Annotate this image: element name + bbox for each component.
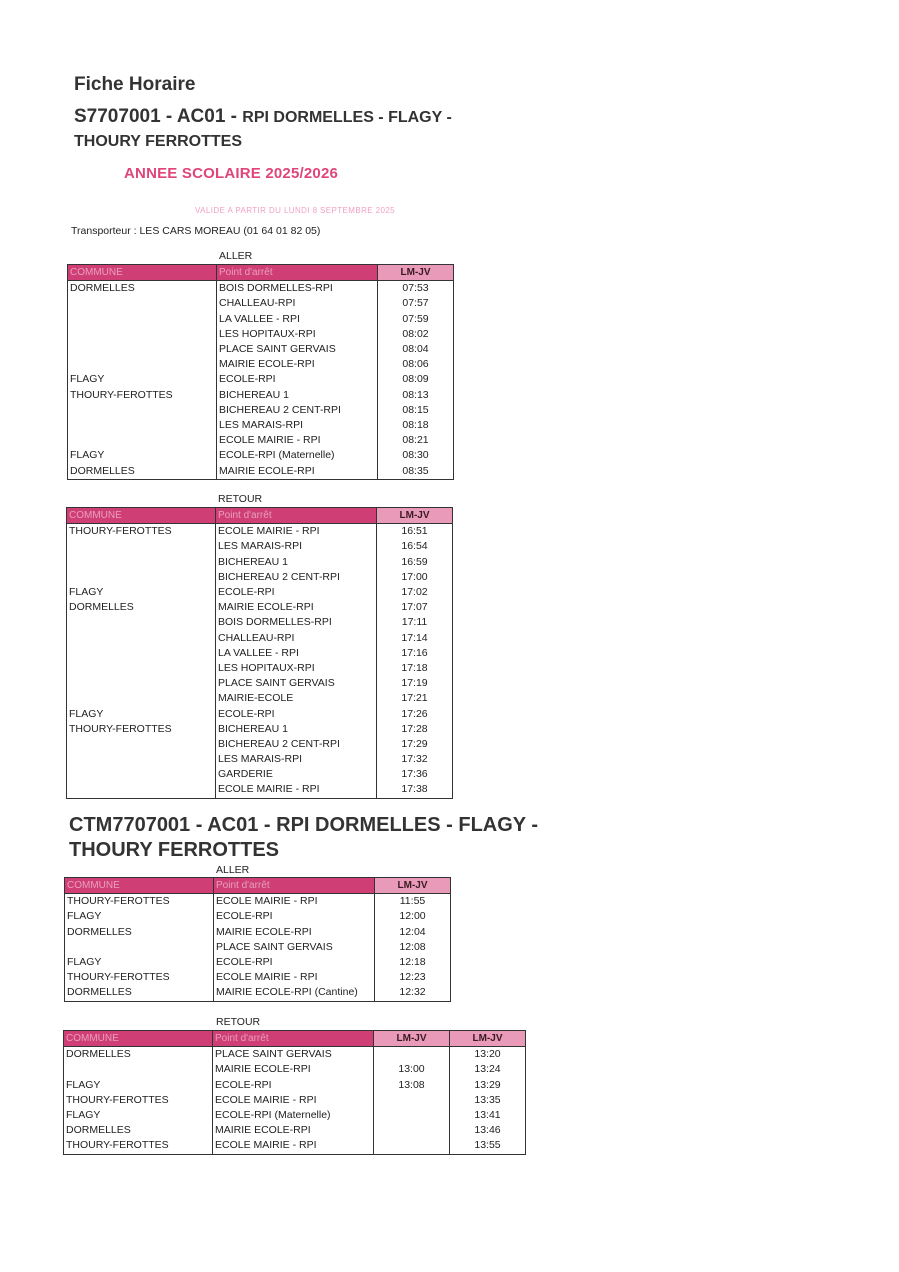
time-cell — [374, 1123, 450, 1138]
table-header-row — [67, 508, 453, 524]
table-row — [64, 1123, 526, 1138]
column-header-stop: Point d'arrêt — [213, 1031, 374, 1047]
time-cell: 16:54 — [377, 539, 453, 554]
time-cell: 13:55 — [474, 1139, 501, 1152]
time-cell: 17:19 — [377, 676, 453, 691]
commune-cell: FLAGY — [67, 585, 216, 600]
time-cell: 12:23 — [375, 970, 451, 985]
table-row — [68, 357, 454, 372]
stop-cell: PLACE SAINT GERVAIS — [217, 342, 378, 357]
table-row — [68, 463, 454, 479]
stop-cell: MAIRIE ECOLE-RPI — [214, 925, 375, 940]
table-row — [64, 1062, 526, 1077]
commune-cell: DORMELLES — [64, 1123, 213, 1138]
table-row — [68, 327, 454, 342]
commune-cell — [68, 342, 217, 357]
table-row — [67, 752, 453, 767]
table-row — [67, 615, 453, 630]
commune-cell: THOURY-FEROTTES — [67, 524, 216, 540]
validity-notice: VALIDE A PARTIR DU LUNDI 8 SEPTEMBRE 2025 — [195, 206, 396, 215]
column-header-stop: Point d'arrêt — [214, 878, 375, 894]
table-row — [65, 955, 451, 970]
commune-cell — [67, 767, 216, 782]
stop-cell: ECOLE MAIRIE - RPI — [217, 433, 378, 448]
carrier-info: Transporteur : LES CARS MOREAU (01 64 01 82 05) — [71, 225, 321, 237]
table-row — [67, 661, 453, 676]
time-cell: 17:36 — [377, 767, 453, 782]
table-row — [67, 691, 453, 706]
table-header-row — [65, 878, 451, 894]
stop-cell: BICHEREAU 1 — [216, 722, 377, 737]
commune-cell — [67, 737, 216, 752]
commune-cell: FLAGY — [65, 955, 214, 970]
commune-cell — [68, 312, 217, 327]
stop-cell: ECOLE-RPI — [216, 585, 377, 600]
time-cell: 17:18 — [377, 661, 453, 676]
stop-cell: ECOLE-RPI — [214, 955, 375, 970]
column-header-days: LM-JV — [375, 878, 451, 894]
commune-cell: FLAGY — [68, 448, 217, 463]
table-row — [67, 524, 453, 540]
column-header-commune: COMMUNE — [65, 878, 214, 894]
commune-cell: DORMELLES — [68, 463, 217, 479]
stop-cell: LES MARAIS-RPI — [216, 752, 377, 767]
table-row — [67, 631, 453, 646]
commune-cell: DORMELLES — [67, 600, 216, 615]
commune-cell: FLAGY — [65, 909, 214, 924]
time-cell: 17:02 — [377, 585, 453, 600]
commune-cell: THOURY-FEROTTES — [64, 1138, 213, 1154]
stop-cell: ECOLE MAIRIE - RPI — [216, 782, 377, 798]
stop-cell: MAIRIE-ECOLE — [216, 691, 377, 706]
commune-cell — [67, 539, 216, 554]
column-header-commune: COMMUNE — [67, 508, 216, 524]
stop-cell: PLACE SAINT GERVAIS — [214, 940, 375, 955]
schedule-table-aller-1 — [67, 264, 454, 480]
stop-cell: LA VALLEE - RPI — [217, 312, 378, 327]
time-cell: 08:15 — [378, 403, 454, 418]
stop-cell: MAIRIE ECOLE-RPI (Cantine) — [214, 985, 375, 1001]
table-row — [67, 600, 453, 615]
time-cell: 16:59 — [377, 555, 453, 570]
table-row — [65, 985, 451, 1001]
time-cell: 12:04 — [375, 925, 451, 940]
table-row — [64, 1093, 526, 1108]
table-row — [68, 342, 454, 357]
time-cell: 13:00 — [374, 1062, 450, 1077]
table-row — [67, 539, 453, 554]
column-header-days: LM-JV — [450, 1031, 526, 1047]
time-cell: 13:46 — [474, 1124, 501, 1137]
time-cell: 13:20 — [474, 1048, 501, 1061]
commune-cell: THOURY-FEROTTES — [67, 722, 216, 737]
section2-title-line2: THOURY FERROTTES — [69, 839, 280, 861]
time-cell: 17:07 — [377, 600, 453, 615]
time-cell: 12:32 — [375, 985, 451, 1001]
commune-cell: DORMELLES — [68, 281, 217, 297]
time-cell: 08:18 — [378, 418, 454, 433]
stop-cell: ECOLE MAIRIE - RPI — [216, 524, 377, 540]
time-cell: 17:32 — [377, 752, 453, 767]
stop-cell: BICHEREAU 2 CENT-RPI — [217, 403, 378, 418]
time-cell: 17:38 — [377, 782, 453, 798]
table-row — [68, 372, 454, 387]
time-cell: 08:30 — [378, 448, 454, 463]
schedule-table-retour-1 — [66, 507, 453, 799]
time-cell: 12:08 — [375, 940, 451, 955]
commune-cell — [68, 418, 217, 433]
table-row — [67, 555, 453, 570]
column-header-commune: COMMUNE — [68, 265, 217, 281]
column-header-days: LM-JV — [374, 1031, 450, 1047]
time-cell — [374, 1047, 450, 1063]
route-name-line1: RPI DORMELLES - FLAGY - — [242, 109, 452, 126]
commune-cell — [67, 691, 216, 706]
table-row — [67, 706, 453, 721]
school-year: ANNEE SCOLAIRE 2025/2026 — [124, 165, 339, 182]
time-cell: 17:21 — [377, 691, 453, 706]
column-header-stop: Point d'arrêt — [216, 508, 377, 524]
stop-cell: ECOLE MAIRIE - RPI — [213, 1138, 374, 1154]
schedule-table-retour-2 — [63, 1030, 526, 1155]
commune-cell — [67, 661, 216, 676]
table-row — [67, 737, 453, 752]
table-row — [68, 433, 454, 448]
time-cell: 08:04 — [378, 342, 454, 357]
commune-cell: THOURY-FEROTTES — [64, 1093, 213, 1108]
stop-cell: ECOLE MAIRIE - RPI — [213, 1093, 374, 1108]
table-row — [65, 909, 451, 924]
column-header-commune: COMMUNE — [64, 1031, 213, 1047]
table-header-row — [68, 265, 454, 281]
time-cell: 08:13 — [378, 388, 454, 403]
schedule-table-aller-2 — [64, 877, 451, 1002]
table-row — [67, 722, 453, 737]
commune-cell — [68, 296, 217, 311]
stop-cell: MAIRIE ECOLE-RPI — [216, 600, 377, 615]
time-cell: 17:16 — [377, 646, 453, 661]
stop-cell: GARDERIE — [216, 767, 377, 782]
stop-cell: ECOLE-RPI — [213, 1078, 374, 1093]
commune-cell — [67, 555, 216, 570]
route-code: S7707001 - AC01 - — [74, 106, 238, 127]
direction-label: RETOUR — [216, 1016, 261, 1028]
time-cell: 13:35 — [474, 1093, 501, 1106]
time-cell: 08:06 — [378, 357, 454, 372]
commune-cell — [67, 631, 216, 646]
time-cell: 17:00 — [377, 570, 453, 585]
commune-cell — [68, 403, 217, 418]
table-row — [68, 281, 454, 297]
stop-cell: LA VALLEE - RPI — [216, 646, 377, 661]
stop-cell: BOIS DORMELLES-RPI — [217, 281, 378, 297]
commune-cell: THOURY-FEROTTES — [68, 388, 217, 403]
stop-cell: ECOLE-RPI — [214, 909, 375, 924]
table-row — [67, 782, 453, 798]
time-cell: 12:00 — [375, 909, 451, 924]
stop-cell: MAIRIE ECOLE-RPI — [217, 357, 378, 372]
stop-cell: LES MARAIS-RPI — [217, 418, 378, 433]
stop-cell: CHALLEAU-RPI — [216, 631, 377, 646]
time-cell: 08:02 — [378, 327, 454, 342]
commune-cell — [65, 940, 214, 955]
commune-cell — [68, 357, 217, 372]
table-row — [67, 676, 453, 691]
commune-cell: DORMELLES — [64, 1047, 213, 1063]
document-title: Fiche Horaire — [74, 74, 196, 95]
commune-cell — [67, 782, 216, 798]
stop-cell: ECOLE-RPI — [217, 372, 378, 387]
route-name-line2: THOURY FERROTTES — [74, 133, 243, 150]
stop-cell: ECOLE-RPI (Maternelle) — [213, 1108, 374, 1123]
time-cell: 08:21 — [378, 433, 454, 448]
stop-cell: BICHEREAU 1 — [216, 555, 377, 570]
table-row — [68, 388, 454, 403]
stop-cell: BOIS DORMELLES-RPI — [216, 615, 377, 630]
commune-cell — [68, 433, 217, 448]
time-cell: 08:35 — [378, 463, 454, 479]
commune-cell — [67, 676, 216, 691]
time-cell: 17:29 — [377, 737, 453, 752]
commune-cell: FLAGY — [67, 706, 216, 721]
commune-cell — [64, 1062, 213, 1077]
commune-cell: FLAGY — [68, 372, 217, 387]
time-cell: 07:53 — [378, 281, 454, 297]
table-row — [65, 970, 451, 985]
table-row — [65, 894, 451, 910]
commune-cell: THOURY-FEROTTES — [65, 894, 214, 910]
table-row — [64, 1108, 526, 1123]
table-row — [65, 925, 451, 940]
time-cell: 13:24 — [474, 1063, 501, 1076]
stop-cell: MAIRIE ECOLE-RPI — [217, 463, 378, 479]
commune-cell — [67, 646, 216, 661]
time-cell: 11:55 — [375, 894, 451, 910]
stop-cell: LES MARAIS-RPI — [216, 539, 377, 554]
stop-cell: ECOLE MAIRIE - RPI — [214, 894, 375, 910]
column-header-days: LM-JV — [377, 508, 453, 524]
commune-cell — [67, 615, 216, 630]
stop-cell: BICHEREAU 1 — [217, 388, 378, 403]
section2-title — [69, 813, 538, 863]
table-row — [67, 767, 453, 782]
stop-cell: ECOLE-RPI — [216, 706, 377, 721]
time-cell: 17:14 — [377, 631, 453, 646]
table-row — [67, 585, 453, 600]
table-header-row — [64, 1031, 526, 1047]
time-cell: 17:28 — [377, 722, 453, 737]
time-cell: 13:29 — [474, 1078, 501, 1091]
time-cell: 08:09 — [378, 372, 454, 387]
commune-cell — [68, 327, 217, 342]
table-row — [68, 418, 454, 433]
column-header-stop: Point d'arrêt — [217, 265, 378, 281]
section2-title-line1: CTM7707001 - AC01 - RPI DORMELLES - FLAGY - — [69, 814, 538, 836]
stop-cell: PLACE SAINT GERVAIS — [216, 676, 377, 691]
time-cell: 13:41 — [474, 1109, 501, 1122]
time-cell — [374, 1108, 450, 1123]
table-row — [67, 646, 453, 661]
table-row — [65, 940, 451, 955]
time-cell: 13:08 — [374, 1078, 450, 1093]
route-heading — [74, 105, 452, 153]
commune-cell: FLAGY — [64, 1108, 213, 1123]
stop-cell: ECOLE-RPI (Maternelle) — [217, 448, 378, 463]
time-cell: 12:18 — [375, 955, 451, 970]
time-cell: 17:11 — [377, 615, 453, 630]
commune-cell: DORMELLES — [65, 925, 214, 940]
stop-cell: PLACE SAINT GERVAIS — [213, 1047, 374, 1063]
table-row — [68, 403, 454, 418]
direction-label: RETOUR — [218, 493, 263, 505]
commune-cell — [67, 570, 216, 585]
commune-cell: THOURY-FEROTTES — [65, 970, 214, 985]
time-cell: 07:57 — [378, 296, 454, 311]
commune-cell: FLAGY — [64, 1078, 213, 1093]
stop-cell: MAIRIE ECOLE-RPI — [213, 1062, 374, 1077]
time-cell: 16:51 — [377, 524, 453, 540]
time-cell: 07:59 — [378, 312, 454, 327]
commune-cell — [67, 752, 216, 767]
time-cell: 17:26 — [377, 706, 453, 721]
table-row — [68, 448, 454, 463]
table-row — [68, 296, 454, 311]
stop-cell: BICHEREAU 2 CENT-RPI — [216, 737, 377, 752]
table-row — [64, 1047, 526, 1063]
table-row — [64, 1078, 526, 1093]
direction-label: ALLER — [216, 864, 250, 876]
time-cell — [374, 1138, 450, 1154]
table-row — [67, 570, 453, 585]
stop-cell: BICHEREAU 2 CENT-RPI — [216, 570, 377, 585]
stop-cell: MAIRIE ECOLE-RPI — [213, 1123, 374, 1138]
table-row — [68, 312, 454, 327]
table-row — [64, 1138, 526, 1154]
stop-cell: CHALLEAU-RPI — [217, 296, 378, 311]
stop-cell: LES HOPITAUX-RPI — [216, 661, 377, 676]
stop-cell: LES HOPITAUX-RPI — [217, 327, 378, 342]
commune-cell: DORMELLES — [65, 985, 214, 1001]
column-header-days: LM-JV — [378, 265, 454, 281]
direction-label: ALLER — [219, 250, 253, 262]
stop-cell: ECOLE MAIRIE - RPI — [214, 970, 375, 985]
time-cell — [374, 1093, 450, 1108]
